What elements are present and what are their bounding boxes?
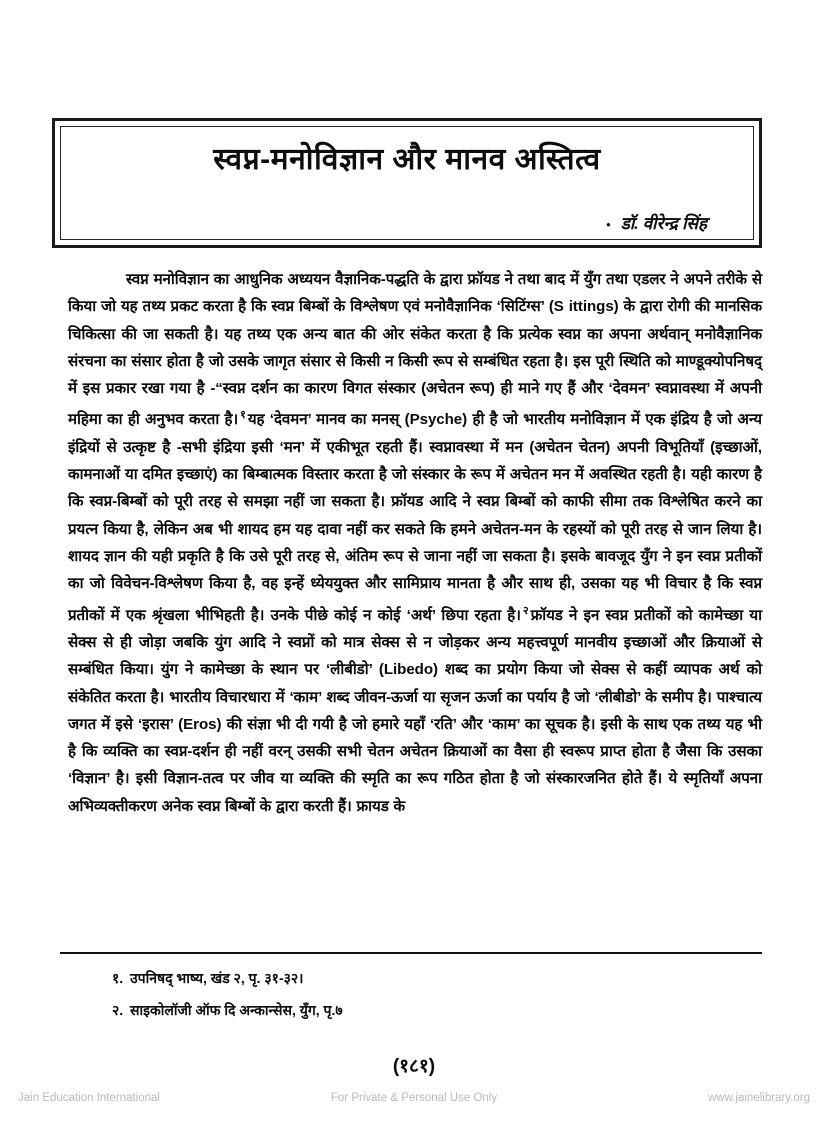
- author-byline: [606, 211, 707, 234]
- scan-footer-left: Jain Education International: [18, 1092, 160, 1104]
- scan-footer: [0, 1092, 828, 1122]
- footnote-text: साइकोलॉजी ऑफ दि अन्कान्सेस, युँग, पृ.७: [130, 1002, 343, 1018]
- body-segment-3: फ्रॉयड ने इन स्वप्न प्रतीकों को कामेच्छा या सेक्स से ही जोड़ा जबकि युंग आदि ने स्वप्नों को मात्र सेक्स से न जोड़कर अन्य महत्त्वपूर्ण मानवीय इच्छाओं और क्रियाओं से सम्बंधित किया। युंग ने कामेच्छा के स्थान पर ‘लीबीडो’ (Libedo) शब्द का प्रयोग किया जो सेक्स से कहीं व्यापक अर्थ को संकेतित करता है। भारतीय विचारधारा में ‘काम’ शब्द जीवन-ऊर्जा या सृजन ऊर्जा का पर्याय है जो ‘लीबीडो’ के समीप है। पाश्चात्य जगत में इसे ‘इरास’ (Eros) की संज्ञा भी दी गयी है जो हमारे यहाँ ‘रति’ और ‘काम’ का सूचक है। इसी के साथ एक तथ्य यह भी है कि व्यक्ति का स्वप्न-दर्शन ही नहीं वरन् उसकी सभी चेतन अचेतन क्रियाओं का वैसा ही स्वरूप प्राप्त होता है जैसा कि उसका ‘विज्ञान’ है। इसी विज्ञान-तत्व पर जीव या व्यक्ति की स्मृति का रूप गठित होता है जो संस्कारजनित होते हैं। ये स्मृतियाँ अपना अभिव्यक्तीकरण अनेक स्वप्न बिम्बों के द्वारा करती हैं। फ्रायड के: [68, 606, 762, 815]
- scan-footer-right: www.jainelibrary.org: [707, 1092, 810, 1104]
- author-name: डॉ. वीरेन्द्र सिंह: [620, 214, 707, 233]
- footnote-item: [68, 968, 762, 989]
- bullet-icon: •: [606, 217, 611, 233]
- body-segment-2: यह ‘देवमन’ मानव का मनस् (Psyche) ही है जो भारतीय मनोविज्ञान में एक इंद्रिय है जो अन्य इंद्रियों से उत्कृष्ट है -सभी इंद्रिया इसी ‘मन’ में एकीभूत रहती हैं। स्वप्नावस्था में मन (अचेतन चेतन) अपनी विभूतियाँ (इच्छाओं, कामनाओं या दमित इच्छाएं) का बिम्बात्मक विस्तार करता है जो संस्कार के रूप में अचेतन मन में अवस्थित रहती है। यही कारण है कि स्वप्न-बिम्बों को पूरी तरह से समझा नहीं जा सकता है। फ्रॉयड आदि ने स्वप्न बिम्बों को काफी सीमा तक विश्लेषित करने का प्रयत्न किया है, लेकिन अब भी शायद हम यह दावा नहीं कर सकते कि हमने अचेतन-मन के रहस्यों को पूरी तरह से जान लिया है। शायद ज्ञान की यही प्रकृति है कि उसे पूरी तरह से, अंतिम रूप से जाना नहीं जा सकता है। इसके बावजूद युँग ने इन स्वप्न प्रतीकों का जो विवेचन-विश्लेषण किया है, वह इन्हें ध्येययुक्त और सामिप्राय मानता है और साथ ही, उसका यह भी विचार है कि स्वप्न प्रतीकों में एक श्रृंखला भीभिहती है। उनके पीछे कोई न कोई ‘अर्थ’ छिपा रहता है।: [68, 411, 762, 624]
- footnote-list: [68, 968, 762, 1032]
- footnote-item: [68, 1000, 762, 1021]
- body-segment-1: स्वप्न मनोविज्ञान का आधुनिक अध्ययन वैज्ञानिक-पद्धति के द्वारा फ्रॉयड ने तथा बाद में युँग तथा एडलर ने अपने तरीके से किया जो यह तथ्य प्रकट करता है कि स्वप्न बिम्बों के विश्लेषण एवं मनोवैज्ञानिक ‘सिटिंग्स’ (S ittings) के द्वारा रोगी की मानसिक चिकित्सा की जा सकती है। यह तथ्य एक अन्य बात की ओर संकेत करता है कि प्रत्येक स्वप्न का अपना अर्थवान् मनोवैज्ञानिक संरचना का संसार होता है जो उसके जागृत संसार से किसी न किसी रूप से सम्बंधित रहता है। इस पूरी स्थिति को माण्डूक्योपनिषद् में इस प्रकार रखा गया है -“स्वप्न दर्शन का कारण विगत संस्कार (अचेतन रूप) ही माने गए हैं और ‘देवमन’ स्वप्नावस्था में अपनी महिमा का ही अनुभव करता है।: [68, 271, 762, 429]
- body-paragraph: [68, 266, 762, 820]
- article-title: स्वप्न-मनोविज्ञान और मानव अस्तित्व: [213, 143, 601, 176]
- footnote-separator-rule: [60, 952, 762, 954]
- page-number: (१८१): [392, 1056, 436, 1077]
- scan-footer-center: For Private & Personal Use Only: [330, 1092, 498, 1104]
- article-body: [68, 266, 762, 820]
- footnote-reference-2: २: [522, 604, 529, 617]
- footnote-number: १.: [112, 970, 124, 986]
- footnote-reference-1: १: [240, 409, 246, 422]
- title-frame: [52, 118, 762, 248]
- footnote-text: उपनिषद् भाष्य, खंड २, पृ. ३१-३२।: [130, 970, 304, 986]
- footnote-number: २.: [112, 1002, 124, 1018]
